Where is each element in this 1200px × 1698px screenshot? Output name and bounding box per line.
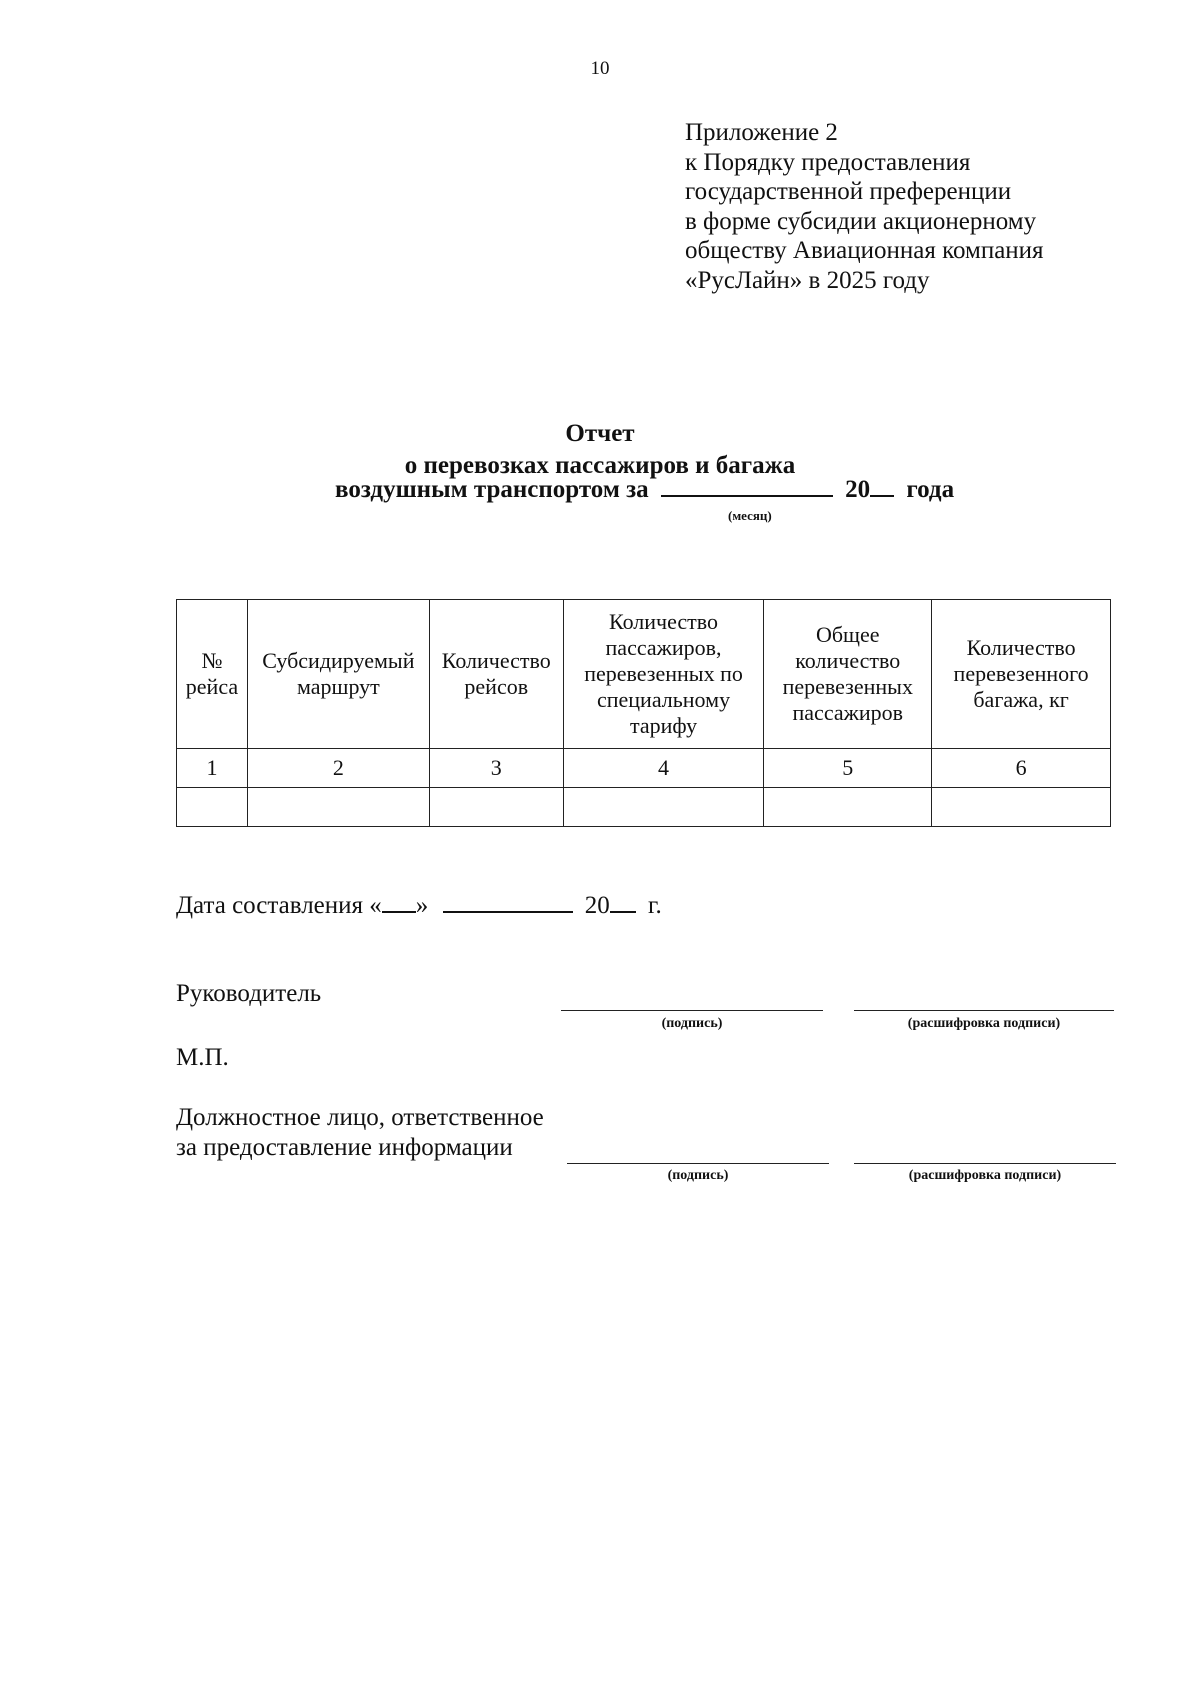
header-route: Субсидируемый маршрут bbox=[247, 600, 429, 749]
head-decoding-caption: (расшифровка подписи) bbox=[907, 1016, 1061, 1031]
table-cell[interactable] bbox=[429, 788, 563, 827]
head-signature-caption: (подпись) bbox=[661, 1016, 723, 1031]
official-label-line-1: Должностное лицо, ответственное bbox=[176, 1104, 544, 1131]
appendix-line: государственной преференции bbox=[685, 178, 1012, 205]
table-header-row bbox=[177, 600, 1111, 749]
head-label: Руководитель bbox=[176, 980, 322, 1007]
date-label: Дата составления « bbox=[176, 892, 382, 919]
appendix-line: Приложение 2 bbox=[685, 119, 838, 146]
table-cell[interactable] bbox=[247, 788, 429, 827]
day-blank[interactable] bbox=[382, 910, 416, 913]
stamp-label: М.П. bbox=[176, 1044, 229, 1071]
title-line-2: о перевозках пассажиров и багажа bbox=[404, 452, 796, 479]
column-number: 2 bbox=[247, 749, 429, 788]
table-cell[interactable] bbox=[177, 788, 248, 827]
date-month-blank[interactable] bbox=[443, 910, 573, 913]
header-total-passengers: Общее количество перевезенных пассажиров bbox=[764, 600, 932, 749]
report-table bbox=[176, 599, 1111, 827]
official-decoding-caption: (расшифровка подписи) bbox=[908, 1168, 1062, 1183]
table-cell[interactable] bbox=[563, 788, 764, 827]
appendix-line: обществу Авиационная компания bbox=[685, 237, 1044, 264]
table-number-row bbox=[177, 749, 1111, 788]
table-cell[interactable] bbox=[932, 788, 1111, 827]
appendix-line: «РусЛайн» в 2025 году bbox=[685, 266, 930, 294]
date-year: 20 bbox=[584, 892, 610, 919]
report-title bbox=[0, 418, 1200, 482]
table-row bbox=[177, 788, 1111, 827]
head-signature-line[interactable] bbox=[561, 1010, 823, 1011]
title-line-1: Отчет bbox=[565, 420, 635, 447]
date-suffix: г. bbox=[648, 892, 662, 919]
official-label-line-2: за предоставление информации bbox=[176, 1134, 513, 1161]
year-blank bbox=[870, 494, 894, 497]
title-line-3 bbox=[335, 476, 954, 504]
header-flight-number: № рейса bbox=[177, 600, 248, 749]
appendix-line: к Порядку предоставления bbox=[685, 148, 971, 176]
date-year-blank[interactable] bbox=[610, 910, 636, 913]
table-cell[interactable] bbox=[764, 788, 932, 827]
date-close-quote: » bbox=[415, 892, 429, 919]
compilation-date-line bbox=[176, 892, 662, 920]
appendix-block bbox=[685, 118, 1044, 295]
month-blank bbox=[661, 494, 833, 497]
official-signature-caption: (подпись) bbox=[667, 1168, 729, 1183]
title-suffix: года bbox=[906, 476, 955, 503]
head-decoding-line[interactable] bbox=[854, 1010, 1114, 1011]
header-baggage: Количество перевезенного багажа, кг bbox=[932, 600, 1111, 749]
official-signature-line[interactable] bbox=[567, 1163, 829, 1164]
column-number: 6 bbox=[932, 749, 1111, 788]
column-number: 1 bbox=[177, 749, 248, 788]
header-flight-count: Количество рейсов bbox=[429, 600, 563, 749]
header-special-tariff-passengers: Количество пассажиров, перевезенных по специальному тарифу bbox=[563, 600, 764, 749]
official-decoding-line[interactable] bbox=[854, 1163, 1116, 1164]
month-caption: (месяц) bbox=[728, 508, 772, 523]
page-number: 10 bbox=[590, 58, 610, 79]
title-prefix: воздушным транспортом за bbox=[335, 476, 649, 503]
column-number: 3 bbox=[429, 749, 563, 788]
title-year: 20 bbox=[845, 476, 871, 503]
column-number: 5 bbox=[764, 749, 932, 788]
appendix-line: в форме субсидии акционерному bbox=[685, 207, 1037, 235]
column-number: 4 bbox=[563, 749, 764, 788]
